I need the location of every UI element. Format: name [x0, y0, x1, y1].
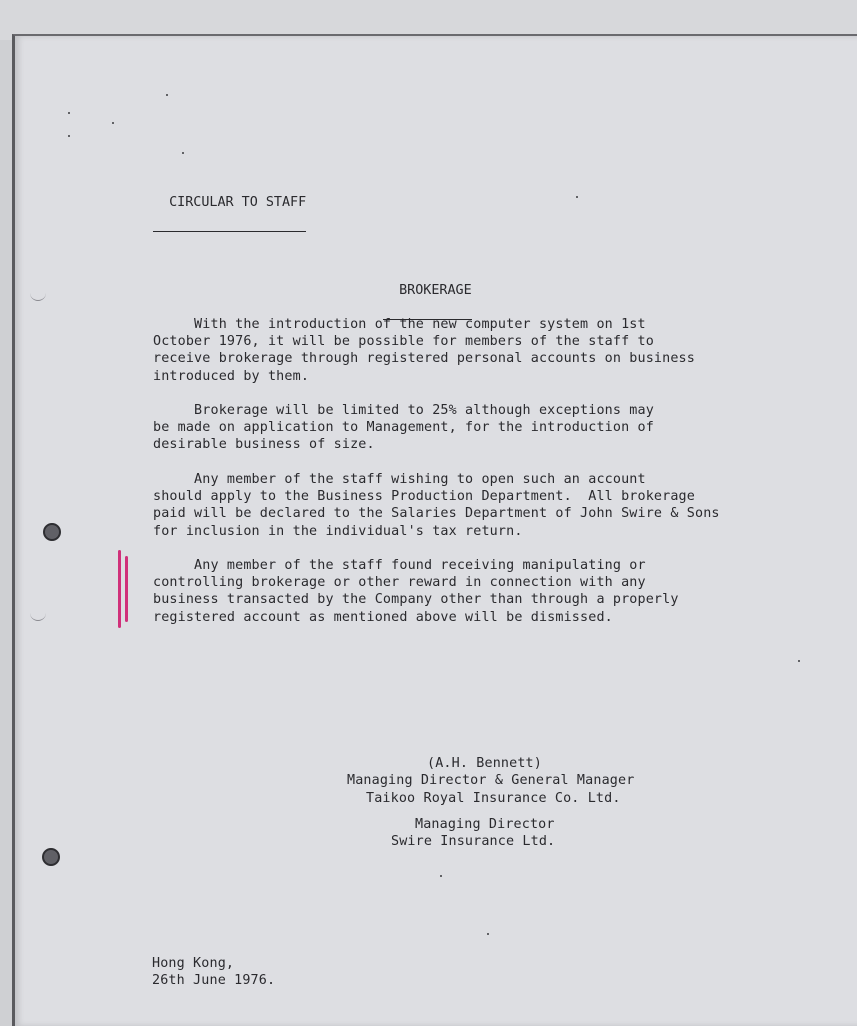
punch-hole-bottom — [42, 848, 60, 866]
paragraph-line: Brokerage will be limited to 25% although exceptions may — [153, 403, 654, 418]
paragraph-line: Any member of the staff found receiving manipulating or — [153, 558, 646, 573]
paragraph-2 — [153, 402, 654, 454]
paragraph-3 — [153, 471, 720, 540]
paragraph-line: receive brokerage through registered personal accounts on business — [153, 351, 695, 367]
signature-name: (A.H. Bennett) — [427, 756, 542, 771]
signature-company-2: Swire Insurance Ltd. — [391, 834, 556, 849]
signature-company-1: Taikoo Royal Insurance Co. Ltd. — [366, 791, 621, 806]
paragraph-line: registered account as mentioned above will be dismissed. — [153, 609, 613, 625]
subject-title-text: BROKERAGE — [399, 283, 472, 298]
paper-speck — [798, 660, 800, 662]
paper-speck — [166, 94, 168, 96]
paper-speck — [112, 122, 114, 124]
paragraph-1 — [153, 316, 695, 385]
paragraph-line: October 1976, it will be possible for members of the staff to — [153, 334, 654, 350]
circular-title-text: CIRCULAR TO STAFF — [169, 195, 307, 210]
paragraph-4 — [153, 557, 679, 626]
date: 26th June 1976. — [152, 973, 276, 988]
paper-speck — [440, 875, 442, 877]
paragraph-line: business transacted by the Company other than through a properly — [153, 592, 679, 608]
paragraph-line: for inclusion in the individual's tax return. — [153, 523, 523, 539]
signature-title-2: Managing Director — [415, 817, 555, 832]
subject-title — [383, 265, 472, 316]
paragraph-line: controlling brokerage or other reward in connection with any — [153, 575, 646, 591]
paper-speck — [68, 135, 70, 137]
margin-highlight-mark — [125, 556, 128, 622]
paragraph-line: be made on application to Management, for the introduction of — [153, 420, 654, 436]
paper-speck — [68, 112, 70, 114]
paper-speck — [487, 933, 489, 935]
paper-speck — [182, 152, 184, 154]
signature-title-1: Managing Director & General Manager — [347, 773, 635, 788]
paper-speck — [576, 196, 578, 198]
paragraph-line: Any member of the staff wishing to open such an account — [153, 472, 646, 487]
place: Hong Kong, — [152, 956, 235, 971]
paragraph-line: paid will be declared to the Salaries Department of John Swire & Sons — [153, 506, 720, 522]
paragraph-line: should apply to the Business Production Department. All brokerage — [153, 489, 695, 505]
punch-hole-top — [43, 523, 61, 541]
margin-highlight-mark — [118, 550, 121, 628]
circular-title — [153, 177, 306, 228]
paragraph-line: desirable business of size. — [153, 437, 375, 453]
paragraph-line: introduced by them. — [153, 368, 310, 384]
paragraph-line: With the introduction of the new computer system on 1st — [153, 317, 646, 332]
circular-title-underline — [153, 231, 306, 232]
